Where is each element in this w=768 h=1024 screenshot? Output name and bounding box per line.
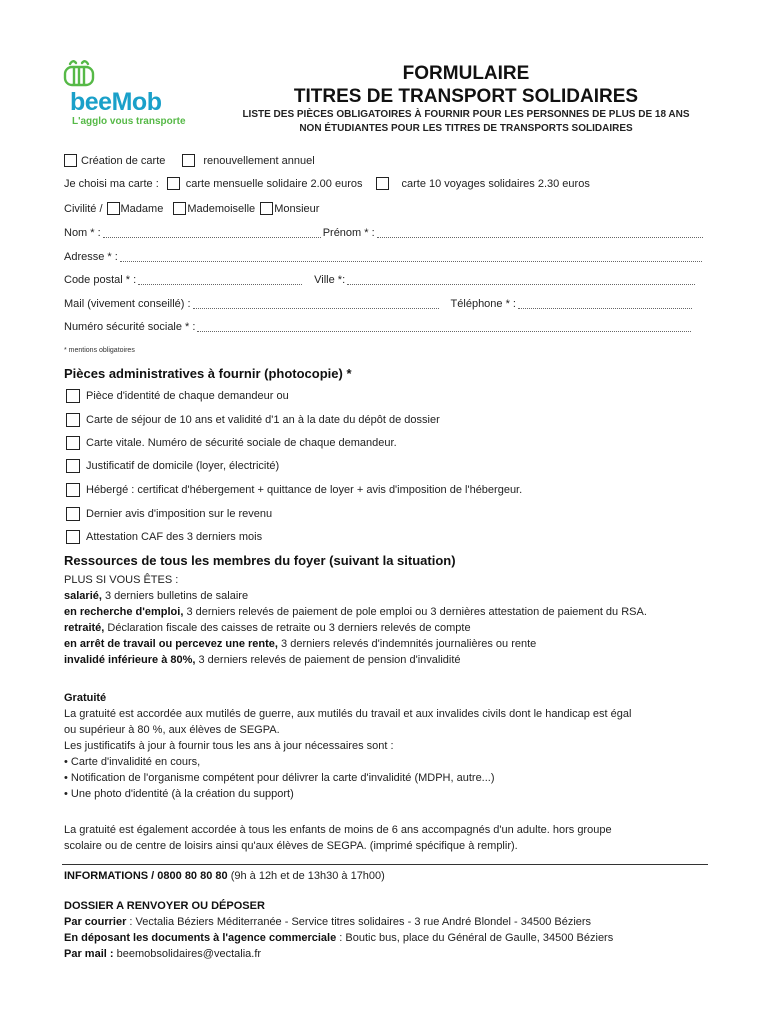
piece-item — [66, 459, 279, 473]
gratuite-line: scolaire ou de centre de loisirs ainsi qu'aux élèves de SEGPA. (imprimé spécifique à remplir). — [64, 840, 518, 852]
nom-label: Nom * : — [64, 227, 101, 239]
renouvellement-checkbox[interactable] — [182, 154, 195, 167]
gratuite-line: ou supérieur à 80 %, aux élèves de SEGPA. — [64, 724, 280, 736]
piece-checkbox[interactable] — [66, 507, 80, 521]
piece-label: Carte vitale. Numéro de sécurité sociale de chaque demandeur. — [86, 437, 397, 449]
creation-label: Création de carte — [81, 154, 166, 167]
title-line-1: FORMULAIRE — [402, 63, 530, 84]
logo-wordmark: beeMob — [70, 88, 162, 116]
ressources-list — [64, 572, 647, 668]
mail-label: Mail (vivement conseillé) : — [64, 298, 191, 310]
piece-item — [66, 389, 289, 403]
monsieur-label: Monsieur — [274, 202, 320, 215]
madame-checkbox[interactable] — [107, 202, 120, 215]
informations-line: INFORMATIONS / 0800 80 80 80 (9h à 12h et de 13h30 à 17h00) — [64, 870, 385, 882]
piece-item — [66, 483, 522, 497]
piece-label: Carte de séjour de 10 ans et validité d'1 an à la date du dépôt de dossier — [86, 414, 440, 426]
ressource-line: invalidé inférieure à 80%, 3 derniers relevés de paiement de pension d'invalidité — [64, 654, 461, 666]
gratuite-line: La gratuité est également accordée à tous les enfants de moins de 6 ans accompagnés d'un adulte. hors groupe — [64, 824, 612, 836]
courrier-line: Par courrier : Vectalia Béziers Méditerranée - Service titres solidaires - 3 rue André Blondel - 34500 Béziers — [64, 916, 592, 928]
piece-checkbox[interactable] — [66, 413, 80, 427]
code-postal-field[interactable] — [138, 275, 302, 285]
card-choice-row — [64, 177, 590, 190]
carte-10-voyages-label: carte 10 voyages solidaires 2.30 euros — [401, 177, 590, 190]
gratuite-heading: Gratuité — [64, 692, 107, 704]
piece-checkbox[interactable] — [66, 436, 80, 450]
divider — [62, 864, 708, 865]
carte-10-voyages-checkbox[interactable] — [376, 177, 389, 190]
telephone-label: Téléphone * : — [450, 298, 516, 310]
ressources-heading: Ressources de tous les membres du foyer (suivant la situation) — [64, 553, 456, 568]
card-request-row — [64, 154, 315, 167]
adresse-row — [64, 251, 704, 263]
telephone-field[interactable] — [518, 299, 692, 309]
carte-mensuelle-checkbox[interactable] — [167, 177, 180, 190]
gratuite-line: • Notification de l'organisme compétent pour délivrer la carte d'invalidité (MDPH, autre...) — [64, 772, 495, 784]
piece-label: Dernier avis d'imposition sur le revenu — [86, 508, 273, 520]
title-line-2: TITRES DE TRANSPORT SOLIDAIRES — [293, 86, 639, 107]
ressources-intro: PLUS SI VOUS ÊTES : — [64, 574, 179, 586]
prenom-field[interactable] — [377, 228, 703, 238]
creation-checkbox[interactable] — [64, 154, 77, 167]
piece-item — [66, 436, 397, 450]
civilite-row — [64, 202, 319, 215]
piece-label: Attestation CAF des 3 derniers mois — [86, 531, 263, 543]
card-choice-label: Je choisi ma carte : — [64, 177, 159, 190]
ville-field[interactable] — [347, 275, 695, 285]
gratuite-line: Les justificatifs à jour à fournir tous les ans à jour nécessaires sont : — [64, 740, 394, 752]
piece-item — [66, 507, 272, 521]
piece-checkbox[interactable] — [66, 483, 80, 497]
renouvellement-label: renouvellement annuel — [203, 154, 315, 167]
piece-label: Hébergé : certificat d'hébergement + quittance de loyer + avis d'imposition de l'hébergeur. — [86, 484, 523, 496]
gratuite-enfants — [64, 822, 612, 854]
gratuite-section — [64, 690, 631, 802]
beemob-logo — [62, 58, 192, 130]
civilite-label: Civilité / — [64, 202, 103, 215]
secu-field[interactable] — [197, 322, 691, 332]
dossier-heading: DOSSIER A RENVOYER OU DÉPOSER — [64, 900, 265, 912]
dossier-section — [64, 898, 613, 962]
piece-item — [66, 530, 262, 544]
gratuite-line: La gratuité est accordée aux mutilés de guerre, aux mutilés du travail et aux invalides civils dont le handicap est égal — [64, 708, 632, 720]
madame-label: Madame — [120, 202, 164, 215]
mademoiselle-checkbox[interactable] — [173, 202, 186, 215]
email-link[interactable]: beemobsolidaires@vectalia.fr — [113, 948, 262, 960]
ressource-line: en recherche d'emploi, 3 derniers relevés de paiement de pole emploi ou 3 dernières attestation de paiement du RSA. — [64, 606, 647, 618]
secu-label: Numéro sécurité sociale * : — [64, 321, 196, 333]
secu-row — [64, 321, 693, 333]
bee-icon — [62, 58, 96, 88]
ressource-line: salarié, 3 derniers bulletins de salaire — [64, 590, 249, 602]
piece-checkbox[interactable] — [66, 459, 80, 473]
code-postal-label: Code postal * : — [64, 274, 137, 286]
subtitle-line-2: NON ÉTUDIANTES POUR LES TITRES DE TRANSPORTS SOLIDAIRES — [299, 123, 633, 134]
piece-label: Pièce d'identité de chaque demandeur ou — [86, 390, 289, 402]
adresse-label: Adresse * : — [64, 251, 118, 263]
carte-mensuelle-label: carte mensuelle solidaire 2.00 euros — [185, 177, 363, 190]
code-postal-ville-row — [64, 274, 697, 286]
ressource-line: retraité, Déclaration fiscale des caisses de retraite ou 3 derniers relevés de compte — [64, 622, 471, 634]
piece-item — [66, 413, 440, 427]
gratuite-line: • Carte d'invalidité en cours, — [64, 756, 201, 768]
mail-line: Par mail : beemobsolidaires@vectalia.fr — [64, 948, 262, 960]
ressource-line: en arrêt de travail ou percevez une rente, 3 derniers relevés d'indemnités journalières ou rente — [64, 638, 537, 650]
mentions-obligatoires: * mentions obligatoires — [64, 347, 135, 354]
form-header — [220, 62, 712, 136]
nom-prenom-row — [64, 227, 705, 239]
mademoiselle-label: Mademoiselle — [187, 202, 256, 215]
monsieur-checkbox[interactable] — [260, 202, 273, 215]
mail-field[interactable] — [193, 299, 439, 309]
mail-telephone-row — [64, 298, 694, 310]
logo-tagline: L'agglo vous transporte — [72, 116, 186, 127]
ville-label: Ville *: — [314, 274, 346, 286]
piece-checkbox[interactable] — [66, 530, 80, 544]
subtitle-line-1: LISTE DES PIÈCES OBLIGATOIRES À FOURNIR POUR LES PERSONNES DE PLUS DE 18 ANS — [242, 109, 690, 120]
pieces-heading: Pièces administratives à fournir (photocopie) * — [64, 366, 352, 381]
piece-checkbox[interactable] — [66, 389, 80, 403]
piece-label: Justificatif de domicile (loyer, électricité) — [86, 460, 280, 472]
prenom-label: Prénom * : — [322, 227, 375, 239]
agence-line: En déposant les documents à l'agence commerciale : Boutic bus, place du Général de Gaulle, 34500 Béziers — [64, 932, 614, 944]
adresse-field[interactable] — [120, 252, 702, 262]
nom-field[interactable] — [103, 228, 321, 238]
gratuite-line: • Une photo d'identité (à la création du support) — [64, 788, 294, 800]
